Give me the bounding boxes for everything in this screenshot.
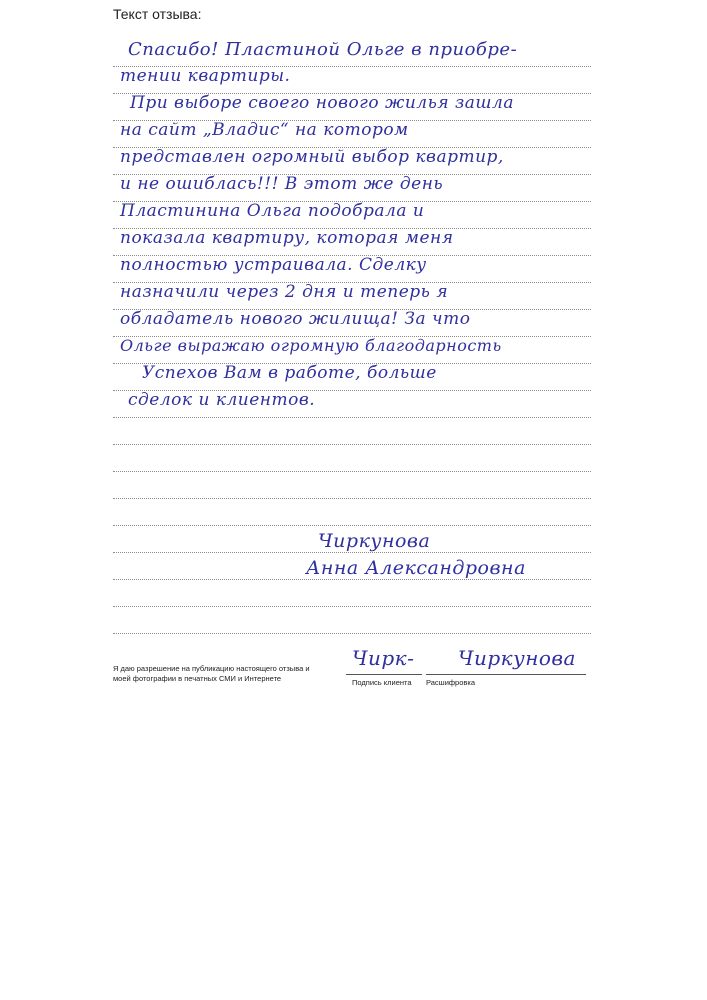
header-label: Текст отзыва: bbox=[113, 6, 202, 22]
rule-line bbox=[113, 633, 591, 634]
rule-line bbox=[113, 444, 591, 445]
review-line: Ольге выражаю огромную благодарность bbox=[120, 336, 502, 355]
review-line: тении квартиры. bbox=[120, 66, 291, 86]
review-line: обладатель нового жилища! За что bbox=[120, 309, 471, 329]
transcription-value: Чиркунова bbox=[458, 646, 576, 670]
signature-label: Подпись клиента bbox=[352, 678, 412, 687]
signature-value: Чирк- bbox=[352, 646, 415, 670]
review-line: назначили через 2 дня и теперь я bbox=[120, 282, 449, 302]
rule-line bbox=[113, 498, 591, 499]
signature-underline bbox=[346, 674, 422, 675]
review-line: сделок и клиентов. bbox=[128, 390, 316, 410]
transcription-label: Расшифровка bbox=[426, 678, 475, 687]
rule-line bbox=[113, 579, 591, 580]
review-line: При выборе своего нового жилья зашла bbox=[130, 93, 514, 113]
rule-line bbox=[113, 552, 591, 553]
review-line: Пластинина Ольга подобрала и bbox=[120, 201, 425, 221]
client-name-patronymic: Анна Александровна bbox=[306, 557, 526, 579]
review-line: Спасибо! Пластиной Ольге в приобре- bbox=[128, 39, 518, 60]
rule-line bbox=[113, 525, 591, 526]
rule-line bbox=[113, 417, 591, 418]
client-surname: Чиркунова bbox=[318, 530, 431, 552]
transcription-underline bbox=[426, 674, 586, 675]
consent-text: Я даю разрешение на публикацию настоящего отзыва и моей фотографии в печатных СМИ и Интернете bbox=[113, 664, 310, 683]
review-line: показала квартиру, которая меня bbox=[120, 228, 454, 248]
review-line: полностью устраивала. Сделку bbox=[120, 255, 427, 275]
review-line: и не ошиблась!!! В этот же день bbox=[120, 174, 444, 194]
rule-line bbox=[113, 471, 591, 472]
review-line: на сайт „Владис“ на котором bbox=[120, 120, 409, 140]
review-line: Успехов Вам в работе, больше bbox=[142, 363, 437, 383]
rule-line bbox=[113, 606, 591, 607]
review-line: представлен огромный выбор квартир, bbox=[120, 147, 504, 167]
